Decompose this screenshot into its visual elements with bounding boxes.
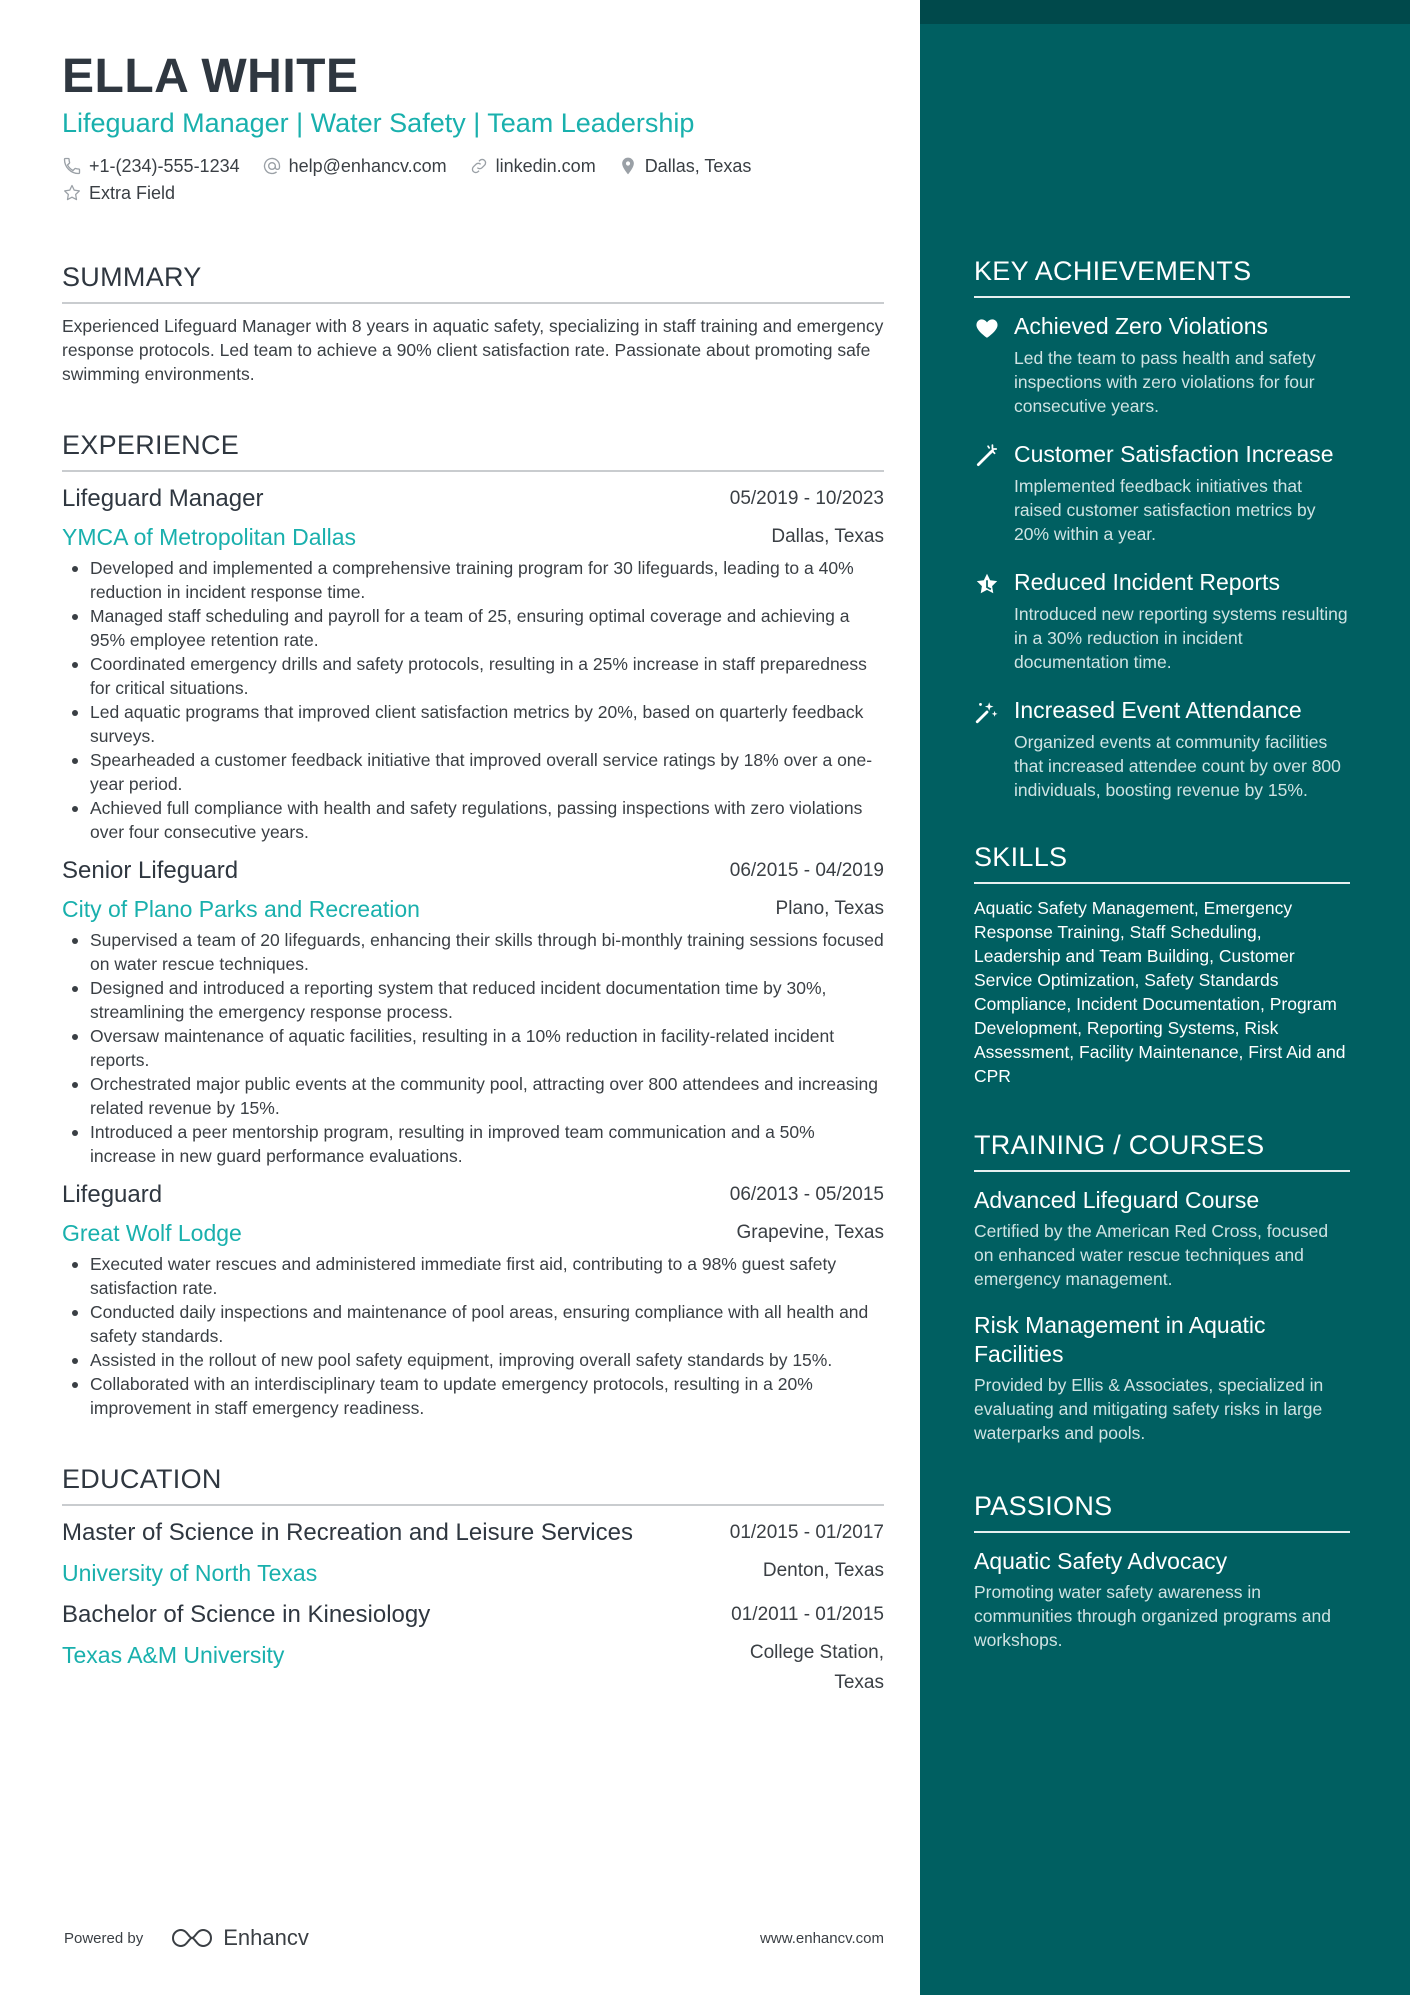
job-bullet: Collaborated with an interdisciplinary team to update emergency protocols, resulting in a 20% improvement in staff emergency readiness. <box>62 1372 884 1420</box>
job-bullet: Supervised a team of 20 lifeguards, enhancing their skills through bi-monthly training sessions focused on water rescue techniques. <box>62 928 884 976</box>
magic-wand-icon <box>974 443 1000 469</box>
job-bullet: Assisted in the rollout of new pool safety equipment, improving overall safety standards by 15%. <box>62 1348 884 1372</box>
job-company: Great Wolf Lodge <box>62 1220 242 1246</box>
job-bullet: Spearheaded a customer feedback initiative that improved overall service ratings by 18% over a one-year period. <box>62 748 884 796</box>
footer <box>64 1925 884 1951</box>
achievement-title: Customer Satisfaction Increase <box>1014 441 1334 467</box>
skills-section <box>974 840 1350 1088</box>
job-bullet: Developed and implemented a comprehensive training program for 30 lifeguards, leading to a 40% reduction in incident response time. <box>62 556 884 604</box>
job-bullet: Coordinated emergency drills and safety protocols, resulting in a 25% increase in staff preparedness for critical situations. <box>62 652 884 700</box>
footer-website[interactable]: www.enhancv.com <box>760 1929 884 1947</box>
degree-title: Master of Science in Recreation and Leisure Services <box>62 1519 633 1546</box>
job-bullets <box>62 1252 884 1420</box>
email-text: help@enhancv.com <box>288 156 447 176</box>
job-bullet: Oversaw maintenance of aquatic facilities, resulting in a 10% reduction in facility-related incident reports. <box>62 1024 884 1072</box>
education-heading: EDUCATION <box>62 1462 884 1506</box>
contact-extra <box>62 180 175 206</box>
passions-section <box>974 1489 1350 1652</box>
achievement-item <box>974 440 1350 546</box>
achievement-desc: Led the team to pass health and safety inspections with zero violations for four consecutive years. <box>1014 348 1316 416</box>
summary-section <box>62 260 884 386</box>
job-bullets <box>62 556 884 844</box>
achievement-title: Increased Event Attendance <box>1014 697 1302 723</box>
job-bullet: Led aquatic programs that improved client satisfaction metrics by 20%, based on quarterly feedback surveys. <box>62 700 884 748</box>
school-name: University of North Texas <box>62 1560 318 1586</box>
candidate-title: Lifeguard Manager | Water Safety | Team Leadership <box>62 108 695 138</box>
school-location: Denton, Texas <box>762 1560 884 1581</box>
achievement-desc: Implemented feedback initiatives that raised customer satisfaction metrics by 20% within a year. <box>1014 476 1316 544</box>
job-title: Senior Lifeguard <box>62 857 239 884</box>
education-entry <box>62 1600 884 1698</box>
job-dates: 06/2013 - 05/2015 <box>729 1184 884 1205</box>
job-bullet: Conducted daily inspections and maintenance of pool areas, ensuring compliance with all health and safety standards. <box>62 1300 884 1348</box>
job-bullet: Introduced a peer mentorship program, resulting in improved team communication and a 50% increase in new guard performance evaluations. <box>62 1120 884 1168</box>
achievement-title: Achieved Zero Violations <box>1014 313 1268 339</box>
summary-heading: SUMMARY <box>62 260 884 304</box>
candidate-name: ELLA WHITE <box>62 50 359 103</box>
course-desc: Provided by Ellis & Associates, specialized in evaluating and mitigating safety risks in large waterparks and pools. <box>974 1375 1324 1443</box>
sidebar-content <box>974 254 1350 1652</box>
extra-field-text: Extra Field <box>89 183 176 203</box>
course-item <box>974 1186 1350 1291</box>
passion-item <box>974 1547 1350 1652</box>
link-icon <box>469 156 489 176</box>
education-section <box>62 1462 884 1698</box>
passion-title: Aquatic Safety Advocacy <box>974 1548 1228 1574</box>
heart-icon <box>974 315 1000 341</box>
job-entry <box>62 484 884 844</box>
job-title: Lifeguard Manager <box>62 485 264 512</box>
contact-row <box>62 152 884 180</box>
phone-icon <box>62 156 82 176</box>
enhancv-logo-icon <box>169 1926 215 1950</box>
passions-heading: PASSIONS <box>974 1489 1350 1533</box>
job-location: Dallas, Texas <box>771 526 884 547</box>
linkedin-text: linkedin.com <box>495 156 596 176</box>
enhancv-brand-text: Enhancv <box>223 1925 309 1950</box>
job-bullet: Achieved full compliance with health and safety regulations, passing inspections with zero violations over four consecutive years. <box>62 796 884 844</box>
enhancv-logo[interactable] <box>169 1925 309 1951</box>
job-title: Lifeguard <box>62 1181 163 1208</box>
course-item <box>974 1311 1350 1445</box>
degree-title: Bachelor of Science in Kinesiology <box>62 1601 431 1628</box>
star-outline-icon <box>62 183 82 203</box>
achievement-title: Reduced Incident Reports <box>1014 569 1280 595</box>
job-bullet: Managed staff scheduling and payroll for a team of 25, ensuring optimal coverage and achieving a 95% employee retention rate. <box>62 604 884 652</box>
powered-by-label: Powered by <box>64 1929 144 1947</box>
contact-phone[interactable] <box>62 152 240 180</box>
powered-by <box>64 1925 309 1951</box>
achievement-item <box>974 312 1350 418</box>
job-bullet: Executed water rescues and administered immediate first aid, contributing to a 98% guest safety satisfaction rate. <box>62 1252 884 1300</box>
sidebar <box>920 0 1410 1995</box>
contact-linkedin[interactable] <box>469 152 596 180</box>
job-location: Grapevine, Texas <box>736 1222 884 1243</box>
phone-text: +1-(234)-555-1234 <box>89 156 240 176</box>
star-icon <box>974 571 1000 597</box>
contact-location <box>618 152 752 180</box>
job-company: City of Plano Parks and Recreation <box>62 896 420 922</box>
skills-text: Aquatic Safety Management, Emergency Response Training, Staff Scheduling, Leadership and Team Building, Customer Service Optimization, Safety Standards Compliance, Incident Documentation, Program Development, Reporting Systems, Risk Assessment, Facility Maintenance, First Aid and CPR <box>974 898 1346 1086</box>
contact-row-2 <box>62 180 884 206</box>
job-dates: 05/2019 - 10/2023 <box>729 488 884 509</box>
achievements-heading: KEY ACHIEVEMENTS <box>974 254 1350 298</box>
location-pin-icon <box>618 156 638 176</box>
job-bullet: Orchestrated major public events at the community pool, attracting over 800 attendees and increasing related revenue by 15%. <box>62 1072 884 1120</box>
training-heading: TRAINING / COURSES <box>974 1128 1350 1172</box>
contact-email[interactable] <box>262 152 447 180</box>
course-title: Advanced Lifeguard Course <box>974 1187 1260 1213</box>
job-dates: 06/2015 - 04/2019 <box>729 860 884 881</box>
passion-desc: Promoting water safety awareness in communities through organized programs and workshops. <box>974 1582 1331 1650</box>
skills-heading: SKILLS <box>974 840 1350 884</box>
achievement-desc: Organized events at community facilities that increased attendee count by over 800 individuals, boosting revenue by 15%. <box>1014 732 1341 800</box>
sparkle-icon <box>974 699 1000 725</box>
job-company: YMCA of Metropolitan Dallas <box>62 524 357 550</box>
achievement-desc: Introduced new reporting systems resulting in a 30% reduction in incident documentation time. <box>1014 604 1348 672</box>
job-entry <box>62 856 884 1168</box>
experience-heading: EXPERIENCE <box>62 428 884 472</box>
at-icon <box>262 156 282 176</box>
training-section <box>974 1128 1350 1445</box>
job-bullets <box>62 928 884 1168</box>
achievements-section <box>974 254 1350 802</box>
experience-section <box>62 428 884 1420</box>
education-entry <box>62 1518 884 1588</box>
school-location: College Station, Texas <box>749 1642 884 1693</box>
job-bullet: Designed and introduced a reporting system that reduced incident documentation time by 30%, streamlining the emergency response process. <box>62 976 884 1024</box>
course-desc: Certified by the American Red Cross, focused on enhanced water rescue techniques and emergency management. <box>974 1221 1329 1289</box>
education-dates: 01/2015 - 01/2017 <box>729 1522 884 1543</box>
job-location: Plano, Texas <box>775 898 884 919</box>
summary-text: Experienced Lifeguard Manager with 8 years in aquatic safety, specializing in staff training and emergency response protocols. Led team to achieve a 90% client satisfaction rate. Passionate about promoting safe swimming environments. <box>62 316 884 384</box>
achievement-item <box>974 568 1350 674</box>
course-title: Risk Management in Aquatic Facilities <box>974 1312 1266 1367</box>
education-dates: 01/2011 - 01/2015 <box>731 1604 884 1625</box>
job-entry <box>62 1180 884 1420</box>
school-name: Texas A&M University <box>62 1642 285 1668</box>
location-text: Dallas, Texas <box>644 156 752 176</box>
sidebar-top-bar <box>920 0 1410 24</box>
achievement-item <box>974 696 1350 802</box>
